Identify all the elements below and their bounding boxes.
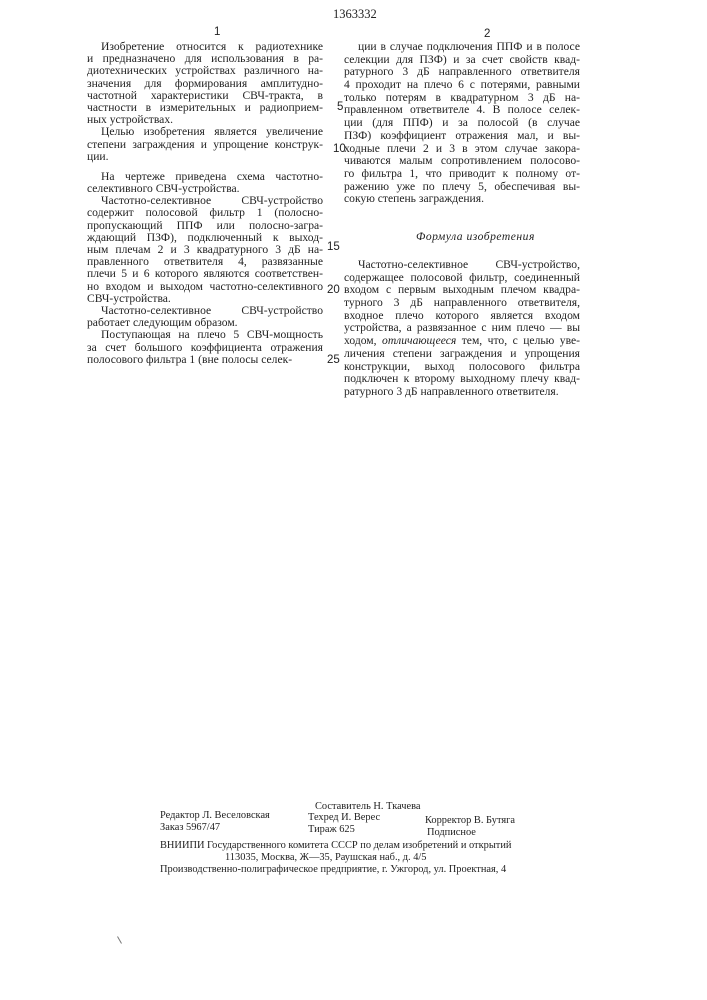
text-line: и предназначено для использования в ра- <box>87 53 323 65</box>
text-line: правленного ответвителя 4, развязанные <box>87 256 323 268</box>
paragraph <box>87 41 323 126</box>
text-line: но входом и выходом частотно-селективного <box>87 281 323 293</box>
emphasis: отличающееся <box>382 334 456 347</box>
footer-address: 113035, Москва, Ж—35, Раушская наб., д. 4/5 <box>225 852 427 863</box>
line-number-25: 25 <box>327 354 340 366</box>
text-line: ратурного 3 дБ направленного ответвителя <box>344 66 580 79</box>
footer-corrector: Корректор В. Бутяга <box>425 815 515 826</box>
paragraph <box>87 195 323 305</box>
paragraph <box>87 329 323 366</box>
footer-subscription: Подписное <box>427 827 476 838</box>
text-line: правленном ответвителе 4. В полосе селек- <box>344 104 580 117</box>
text-line: ции в случае подключения ППФ и в полосе <box>344 41 580 54</box>
text-line: частотной характеристики СВЧ-тракта, в <box>87 90 323 102</box>
text-line: только потерям в квадратурном 3 дБ на- <box>344 92 580 105</box>
text-line: СВЧ-устройства. <box>87 293 323 305</box>
text-line: содержит полосовой фильтр 1 (полосно- <box>87 207 323 219</box>
text-line: диотехнических устройствах различного на- <box>87 65 323 77</box>
text-line: Частотно-селективное СВЧ-устройство, <box>344 259 580 272</box>
footer-techred: Техред И. Верес <box>308 812 380 823</box>
footer-order: Заказ 5967/47 <box>160 822 220 833</box>
paragraph <box>344 41 580 206</box>
column-number-2: 2 <box>484 28 490 40</box>
text-line: ции (для ППФ) и за полосой (в случае <box>344 117 580 130</box>
line-number-15: 15 <box>327 241 340 253</box>
text-line: ратурного 3 дБ направленного ответвителя. <box>344 386 580 399</box>
text-line: плечи 5 и 6 которого являются соответствен- <box>87 268 323 280</box>
text-line: сокую степень заграждения. <box>344 193 580 206</box>
claims-text <box>344 259 580 399</box>
paragraph <box>87 305 323 329</box>
text-line: селекции для ПЗФ) и за счет свойств квад- <box>344 54 580 67</box>
text-line: степени заграждения и упрощение конструк- <box>87 139 323 151</box>
text-line: ждающий ПЗФ), подключенный к выход- <box>87 232 323 244</box>
paragraph <box>87 171 323 195</box>
patent-number: 1363332 <box>333 7 377 22</box>
text-line: устройства, а развязанное с ним плечо — вы <box>344 322 580 335</box>
text-line: ходные плечи 2 и 3 в этом случае закора- <box>344 143 580 156</box>
text-line: входное плечо которого является входом <box>344 310 580 323</box>
footer-printer: Производственно-полиграфическое предприятие, г. Ужгород, ул. Проектная, 4 <box>160 864 506 875</box>
text-line: ных устройствах. <box>87 114 323 126</box>
text-line: Изобретение относится к радиотехнике <box>87 41 323 53</box>
text-line: турного 3 дБ направленного ответвителя, <box>344 297 580 310</box>
text-line: чиваются малым сопротивлением полосово- <box>344 155 580 168</box>
text-line: подключен к второму выходному плечу квад- <box>344 373 580 386</box>
text-line: На чертеже приведена схема частотно- <box>87 171 323 183</box>
column-number-1: 1 <box>214 26 220 38</box>
scan-mark <box>117 936 122 943</box>
description-column-1 <box>87 41 323 366</box>
text-line: работает следующим образом. <box>87 317 323 329</box>
text-line: 4 проходит на плечо 6 с потерями, равными <box>344 79 580 92</box>
line-number-5: 5 <box>337 101 343 113</box>
text-line: ражению уже по плечу 5, обеспечивая вы- <box>344 181 580 194</box>
text-line: входом с первым выходным плечом квадра- <box>344 284 580 297</box>
text-line: содержащее полосовой фильтр, соединенный <box>344 272 580 285</box>
description-column-2 <box>344 41 580 206</box>
text-line: ходом, отличающееся тем, что, с целью уве- <box>344 335 580 348</box>
text-line: ции. <box>87 151 323 163</box>
text-line: Частотно-селективное СВЧ-устройство <box>87 195 323 207</box>
footer-compiler: Составитель Н. Ткачева <box>315 801 421 812</box>
footer-organization: ВНИИПИ Государственного комитета СССР по делам изобретений и открытий <box>160 840 511 851</box>
text-line: ПЗФ) коэффициент отражения мал, и вы- <box>344 130 580 143</box>
text-line: ным плечам 2 и 3 квадратурного 3 дБ на- <box>87 244 323 256</box>
text-line: полосового фильтра 1 (вне полосы селек- <box>87 354 323 366</box>
text-line: селективного СВЧ-устройства. <box>87 183 323 195</box>
text-line: Целью изобретения является увеличение <box>87 126 323 138</box>
text-line: значения для формирования амплитудно- <box>87 78 323 90</box>
paragraph <box>344 259 580 399</box>
text-line: за счет большого коэффициента отражения <box>87 342 323 354</box>
text-line: Поступающая на плечо 5 СВЧ-мощность <box>87 329 323 341</box>
line-number-10: 10 <box>333 143 346 155</box>
text-line: конструкции, выход полосового фильтра <box>344 361 580 374</box>
footer-editor: Редактор Л. Веселовская <box>160 810 270 821</box>
footer-circulation: Тираж 625 <box>308 824 355 835</box>
text-line: го фильтра 1, что приводит к полному от- <box>344 168 580 181</box>
line-number-20: 20 <box>327 284 340 296</box>
text-line: Частотно-селективное СВЧ-устройство <box>87 305 323 317</box>
paragraph <box>87 126 323 163</box>
claims-title: Формула изобретения <box>416 230 535 243</box>
text-line: частности в измерительных и радиоприем- <box>87 102 323 114</box>
text-line: личения степени заграждения и упрощения <box>344 348 580 361</box>
text-line: пропускающий ППФ или полосно-загра- <box>87 220 323 232</box>
